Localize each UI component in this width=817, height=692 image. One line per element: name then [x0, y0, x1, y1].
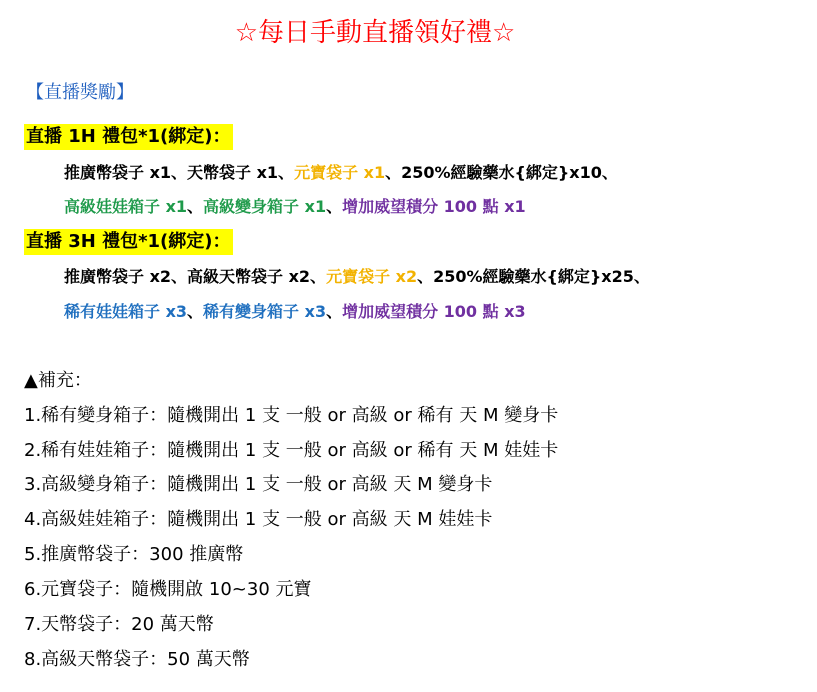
note-item: 7.天幣袋子：20 萬天幣 — [24, 614, 214, 635]
item-segment: 、250%經驗藥水{綁定}x25、 — [417, 267, 650, 286]
pack-3h-header: 直播 3H 禮包*1(綁定)： — [24, 229, 233, 255]
pack-3h-items-line-1 — [64, 265, 650, 289]
note-item: 8.高級天幣袋子：50 萬天幣 — [24, 649, 250, 670]
note-item: 2.稀有娃娃箱子：隨機開出 1 支 一般 or 高級 or 稀有 天 M 娃娃卡 — [24, 440, 559, 461]
note-item: 6.元寶袋子：隨機開啟 10~30 元寶 — [24, 579, 312, 600]
note-item: 1.稀有變身箱子：隨機開出 1 支 一般 or 高級 or 稀有 天 M 變身卡 — [24, 405, 559, 426]
note-item: 4.高級娃娃箱子：隨機開出 1 支 一般 or 高級 天 M 娃娃卡 — [24, 509, 493, 530]
item-segment: 、 — [187, 197, 204, 216]
pack-1h-header: 直播 1H 禮包*1(綁定)： — [24, 124, 233, 150]
item-segment: 推廣幣袋子 x1、天幣袋子 x1、 — [64, 163, 295, 182]
item-segment: 稀有娃娃箱子 x3 — [64, 302, 188, 321]
item-segment: 、 — [326, 302, 343, 321]
item-segment: 增加威望積分 100 點 x1 — [342, 197, 526, 216]
item-segment: 元寶袋子 x2 — [326, 267, 418, 286]
item-segment: 高級娃娃箱子 x1 — [64, 197, 188, 216]
item-segment: 、 — [187, 302, 204, 321]
page-title: ☆每日手動直播領好禮☆ — [234, 18, 516, 48]
notes-title: ▲補充： — [24, 370, 92, 391]
note-item: 5.推廣幣袋子：300 推廣幣 — [24, 544, 244, 565]
pack-3h-items-line-2 — [64, 300, 526, 324]
note-item: 3.高級變身箱子：隨機開出 1 支 一般 or 高級 天 M 變身卡 — [24, 474, 493, 495]
section-title: 【直播獎勵】 — [26, 82, 134, 103]
item-segment: 高級變身箱子 x1 — [203, 197, 327, 216]
item-segment: 推廣幣袋子 x2、高級天幣袋子 x2、 — [64, 267, 327, 286]
item-segment: 、250%經驗藥水{綁定}x10、 — [385, 163, 618, 182]
item-segment: 稀有變身箱子 x3 — [203, 302, 327, 321]
item-segment: 、 — [326, 197, 343, 216]
item-segment: 元寶袋子 x1 — [294, 163, 386, 182]
pack-1h-items-line-2 — [64, 195, 526, 219]
item-segment: 增加威望積分 100 點 x3 — [342, 302, 526, 321]
pack-1h-items-line-1 — [64, 161, 618, 185]
